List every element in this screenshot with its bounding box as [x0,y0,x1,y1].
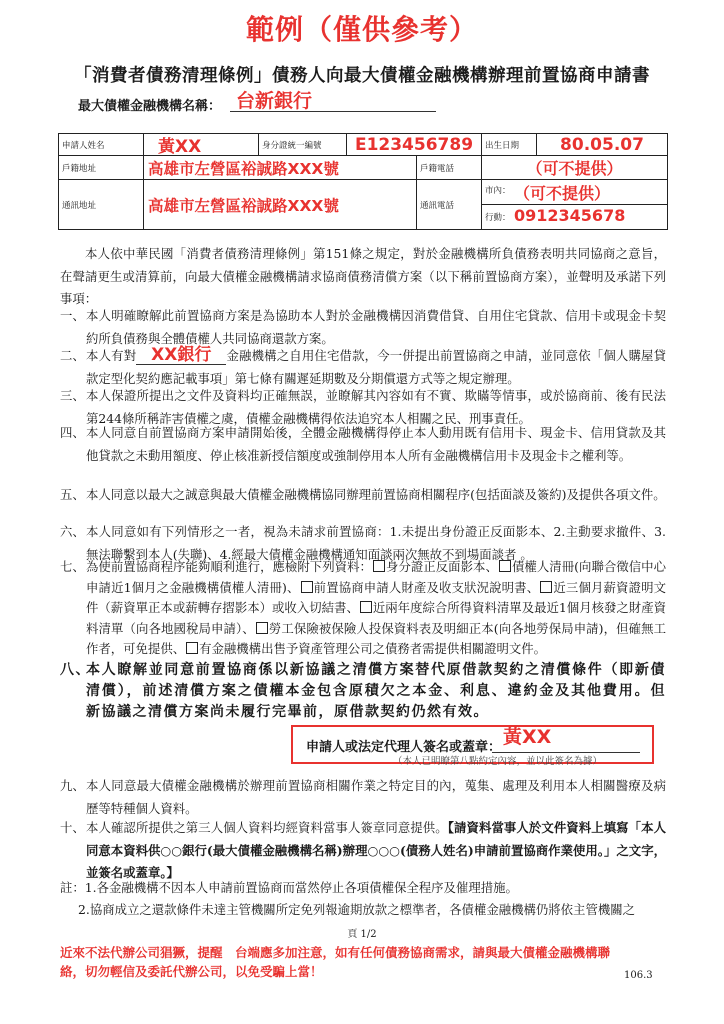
checkbox-icon[interactable] [256,622,268,634]
signature-label: 申請人或法定代理人簽名或蓋章： [306,740,502,755]
creditor-value: 台新銀行 [236,90,313,112]
landline-cell [482,180,667,205]
item-8 [60,660,666,723]
item-2-text-b: 金融機構之自用住宅借款，今一併提出前置協商之申請，並同意依「個人購屋貸款定型化契約應記載事項」第七條有關遲延期數及分期償還方式等之規定辦理。 [86,348,667,386]
item-7-text [86,557,666,660]
item-6-text: 本人同意如有下列情形之一者，視為未請求前置協商：1.未提出身份證正反面影本、2.主動要求撤件、3.無法聯繫到本人(失聯)、4.經最大債權金融機構通知面談兩次無故不到場面談者 。 [86,524,666,562]
item-6-number: 六、 [60,524,85,539]
checkbox-icon[interactable] [301,581,313,593]
item-9-number: 九、 [60,778,85,793]
item-10-text-a: 本人確認所提供之第三人個人資料均經資料當事人簽章同意提供。 [86,820,448,835]
checkbox-icon[interactable] [373,560,385,572]
dob-value: 80.05.07 [537,134,667,156]
landline-value: （可不提供） [514,184,611,203]
page-number: 頁 1/2 [347,929,377,940]
item-7-doc-creditors: 債權人清冊(向聯合徵信中心申請近1個月之金融機構債權人清冊)、 [86,559,667,595]
item-5-number: 五、 [60,487,85,502]
applicant-table [58,133,668,230]
item-4-text: 本人同意自前置協商方案申請開始後，全體金融機構得停止本人動用既有信用卡、現金卡、信用貸款及其他貸款之未動用額度、停止核准新授信額度或強制停用本人所有金融機構信用卡及現金卡之權利等。 [86,425,666,463]
document-title: 「消費者債務清理條例」債務人向最大債權金融機構辦理前置協商申請書 [74,66,650,86]
reg-address-label: 戶籍地址 [59,156,144,180]
item-7-doc-salary: 近三個月薪資證明文件（薪資單正本或薪轉存摺影本）或收入切結書、 [86,579,667,615]
item-7-number: 七、 [60,559,85,574]
reg-phone-value: （可不提供） [482,156,667,180]
signature-box[interactable] [291,725,654,767]
creditor-label: 最大債權金融機構名稱： [78,99,222,114]
sample-title: 範例（僅供參考） [245,13,478,46]
note-1: 註：1.各金融機構不因本人申請前置協商而當然停止各項債權保全程序及催理措施。 [60,880,518,895]
checkbox-icon[interactable] [360,601,372,613]
version-number: 106.3 [624,970,653,981]
item-7-doc-statement: 前置協商申請人財產及收支狀況說明書、 [313,579,540,595]
mail-phone-label: 通訊電話 [417,180,482,229]
item-9 [60,775,666,820]
item-10-text [86,817,666,885]
item-2-text [86,345,666,390]
reg-address-value: 高雄市左營區裕誠路XXX號 [144,156,417,180]
signature-value: 黃XX [503,726,552,748]
creditor-row [78,90,438,112]
item-9-text: 本人同意最大債權金融機構於辦理前置協商相關作業之特定目的內，蒐集、處理及利用本人相關醫療及病歷等特種個人資料。 [86,778,666,816]
item-3-text: 本人保證所提出之文件及資料均正確無誤，並瞭解其內容如有不實、欺瞞等情事，或於協商前、後有民法第244條所稱詐害債權之虞，債權金融機構得依法追究本人相關之民、刑事責任。 [86,388,666,426]
item-10 [60,817,666,885]
creditor-underline [230,111,436,112]
item-10-text-b: 【請資料當事人於文件資料上填寫「本人同意本資料供○○銀行(最大債權金融機構名稱)辦理○○○(債務人姓名)申請前置協商作業使用。」之文字，並簽名或蓋章。】 [86,820,666,880]
item-2-bank: XX銀行 [136,346,226,365]
checkbox-icon[interactable] [499,560,511,572]
landline-label: 市內： [485,186,511,196]
item-3-number: 三、 [60,388,85,403]
mail-address-label: 通訊地址 [59,180,144,229]
item-7-doc-insurance: 勞工保險被保險人投保資料表及明細正本(向各地勞保局申請)，但確無工作者，可免提供、 [86,620,666,656]
item-7-doc-id: 身分證正反面影本、 [385,559,498,574]
reg-phone-label: 戶籍電話 [417,156,482,180]
mobile-value: 0912345678 [514,206,626,225]
item-1 [60,305,666,350]
mail-address-value: 高雄市左營區裕誠路XXX號 [144,180,417,229]
mobile-cell [482,205,667,229]
item-5-text: 本人同意以最大之誠意與最大債權金融機構協同辦理前置協商相關程序(包括面談及簽約)及提供各項文件。 [86,487,666,502]
name-label: 申請人姓名 [59,134,144,156]
mobile-label: 行動： [485,213,511,223]
item-5 [60,484,666,507]
id-label: 身分證統一編號 [259,134,347,156]
item-8-text: 本人瞭解並同意前置協商係以新協議之清償方案替代原借款契約之清償條件（即新債清償），前述清償方案之債權本金包含原積欠之本金、利息、違約金及其他費用。但新協議之清償方案尚未履行完畢前，原借款契約仍然有效。 [86,662,666,720]
item-1-text: 本人明確瞭解此前置協商方案是為協助本人對於金融機構因消費借貸、自用住宅貸款、信用卡或現金卡契約所負債務與全體債權人共同協商還款方案。 [86,308,666,346]
item-2-text-a: 本人有對 [86,348,137,363]
signature-note: （本人已明瞭第八點約定內容，並以此簽名為據） [393,756,603,767]
note-2: 2.協商成立之還款條件未達主管機關所定免列報逾期放款之標準者，各債權金融機構仍將依主管機關之 [78,902,636,917]
item-7 [60,557,666,660]
checkbox-icon[interactable] [540,581,552,593]
name-value: 黃XX [144,134,259,156]
item-4-number: 四、 [60,425,85,440]
item-2 [60,345,666,390]
item-2-number: 二、 [60,348,85,363]
item-8-number: 八、 [60,662,91,678]
item-7-doc-amc: 有金融機構出售予資產管理公司之債務者需提供相關證明文件。 [199,641,547,656]
item-7-doc-income: 近兩年度綜合所得資料清單及最近1個月核發之財產資料清單（向各地國稅局申請）、 [86,600,667,636]
id-value: E123456789 [347,134,482,156]
intro-paragraph: 本人依中華民國「消費者債務清理條例」第151條之規定，對於金融機構所負債務表明共同協商之意旨，在聲請更生或清算前，向最大債權金融機構請求協商債務清償方案（以下稱前置協商方案），並聲明及承諾下列事項： [60,246,666,306]
item-4 [60,422,666,467]
item-1-number: 一、 [60,308,85,323]
fraud-warning: 近來不法代辦公司猖獗，提醒 台端應多加注意，如有任何債務協商需求，請與最大債權金融機構聯絡，切勿輕信及委託代辦公司，以免受騙上當！ [60,945,611,979]
item-10-number: 十、 [60,820,85,835]
item-7-intro: 為使前置協商程序能夠順利進行，應檢附下列資料： [86,559,372,574]
checkbox-icon[interactable] [186,642,198,654]
dob-label: 出生日期 [482,134,537,156]
